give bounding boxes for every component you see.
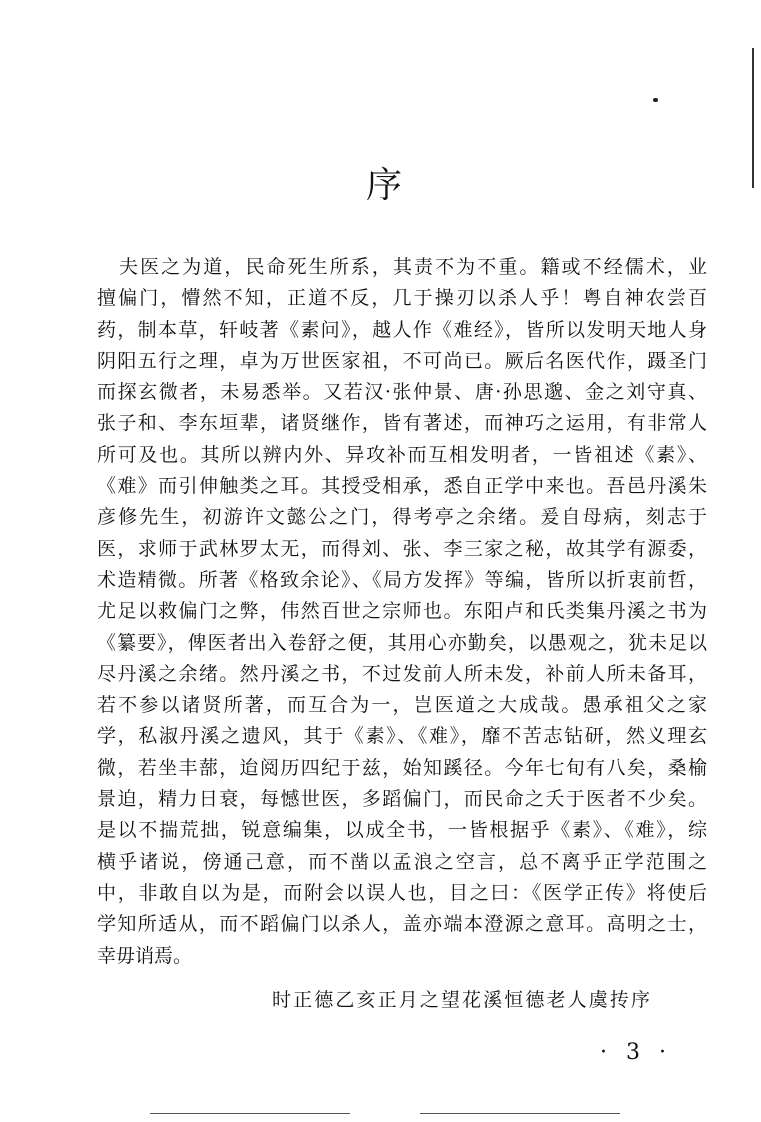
text-line: 《纂要》，俾医者出入卷舒之便，其用心亦勤矣，以愚观之，犹未足以 bbox=[97, 631, 707, 654]
page-number: · 3 · bbox=[600, 1040, 672, 1065]
text-line: 张子和、李东垣辈，诸贤继作，皆有著述，而神巧之运用，有非常人 bbox=[97, 412, 707, 435]
text-line: 景迫，精力日衰，每憾世医，多蹈偏门，而民命之夭于医者不少矣。 bbox=[97, 788, 707, 811]
text-line: 药，制本草，轩岐著《素问》，越人作《难经》，皆所以发明天地人身 bbox=[97, 318, 707, 341]
text-line: 微，若坐丰蔀，迨阅历四纪于兹，始知蹊径。今年七旬有八矣，桑榆 bbox=[97, 756, 707, 779]
text-line: 《难》而引伸触类之耳。其授受相承，悉自正学中来也。吾邑丹溪朱 bbox=[97, 475, 707, 498]
text-line: 是以不揣荒拙，锐意编集，以成全书，一皆根据乎《素》、《难》，综 bbox=[97, 819, 707, 842]
text-line: 若不参以诸贤所著，而互合为一，岂医道之大成哉。愚承祖父之家 bbox=[97, 694, 707, 717]
text-line: 幸毋诮焉。 bbox=[97, 944, 193, 967]
signature-line: 时正德乙亥正月之望花溪恒德老人虞抟序 bbox=[272, 989, 650, 1011]
text-line: 阴阳五行之理，卓为万世医家祖，不可尚已。厥后名医代作，蹑圣门 bbox=[97, 349, 707, 372]
text-line: 擅偏门，懵然不知，正道不反，几于操刃以杀人乎！粤自神农尝百 bbox=[97, 287, 707, 310]
text-line: 学，私淑丹溪之遗风，其于《素》、《难》，靡不苦志钻研，然义理玄 bbox=[97, 725, 707, 748]
preface-body bbox=[97, 252, 707, 972]
text-line: 中，非敢自以为是，而附会以误人也，目之曰：《医学正传》将使后 bbox=[97, 881, 707, 904]
text-line: 尽丹溪之余绪。然丹溪之书，不过发前人所未发，补前人所未备耳， bbox=[97, 662, 707, 685]
scan-edge-mark bbox=[752, 48, 754, 188]
text-line: 术造精微。所著《格致余论》、《局方发挥》等编，皆所以折衷前哲， bbox=[97, 568, 707, 591]
scan-speck bbox=[653, 98, 658, 102]
page-title: 序 bbox=[366, 165, 403, 206]
bottom-scan-rule bbox=[420, 1113, 620, 1114]
text-line: 所可及也。其所以辨内外、异攻补而互相发明者，一皆祖述《素》、 bbox=[97, 443, 707, 466]
text-line: 夫医之为道，民命死生所系，其责不为不重。籍或不经儒术，业 bbox=[119, 256, 707, 278]
text-line: 彦修先生，初游许文懿公之门，得考亭之余绪。爰自母病，刻志于 bbox=[97, 506, 707, 529]
bottom-scan-rule bbox=[150, 1113, 350, 1114]
text-line: 医，求师于武林罗太无，而得刘、张、李三家之秘，故其学有源委， bbox=[97, 537, 707, 560]
text-line: 而探玄微者，未易悉举。又若汉·张仲景、唐·孙思邈、金之刘守真、 bbox=[97, 381, 707, 404]
text-line: 学知所适从，而不蹈偏门以杀人，盖亦端本澄源之意耳。高明之士， bbox=[97, 913, 707, 936]
text-line: 尤足以救偏门之弊，伟然百世之宗师也。东阳卢和氏类集丹溪之书为 bbox=[97, 600, 707, 623]
text-line: 横乎诸说，傍通己意，而不凿以孟浪之空言，总不离乎正学范围之 bbox=[97, 850, 707, 873]
